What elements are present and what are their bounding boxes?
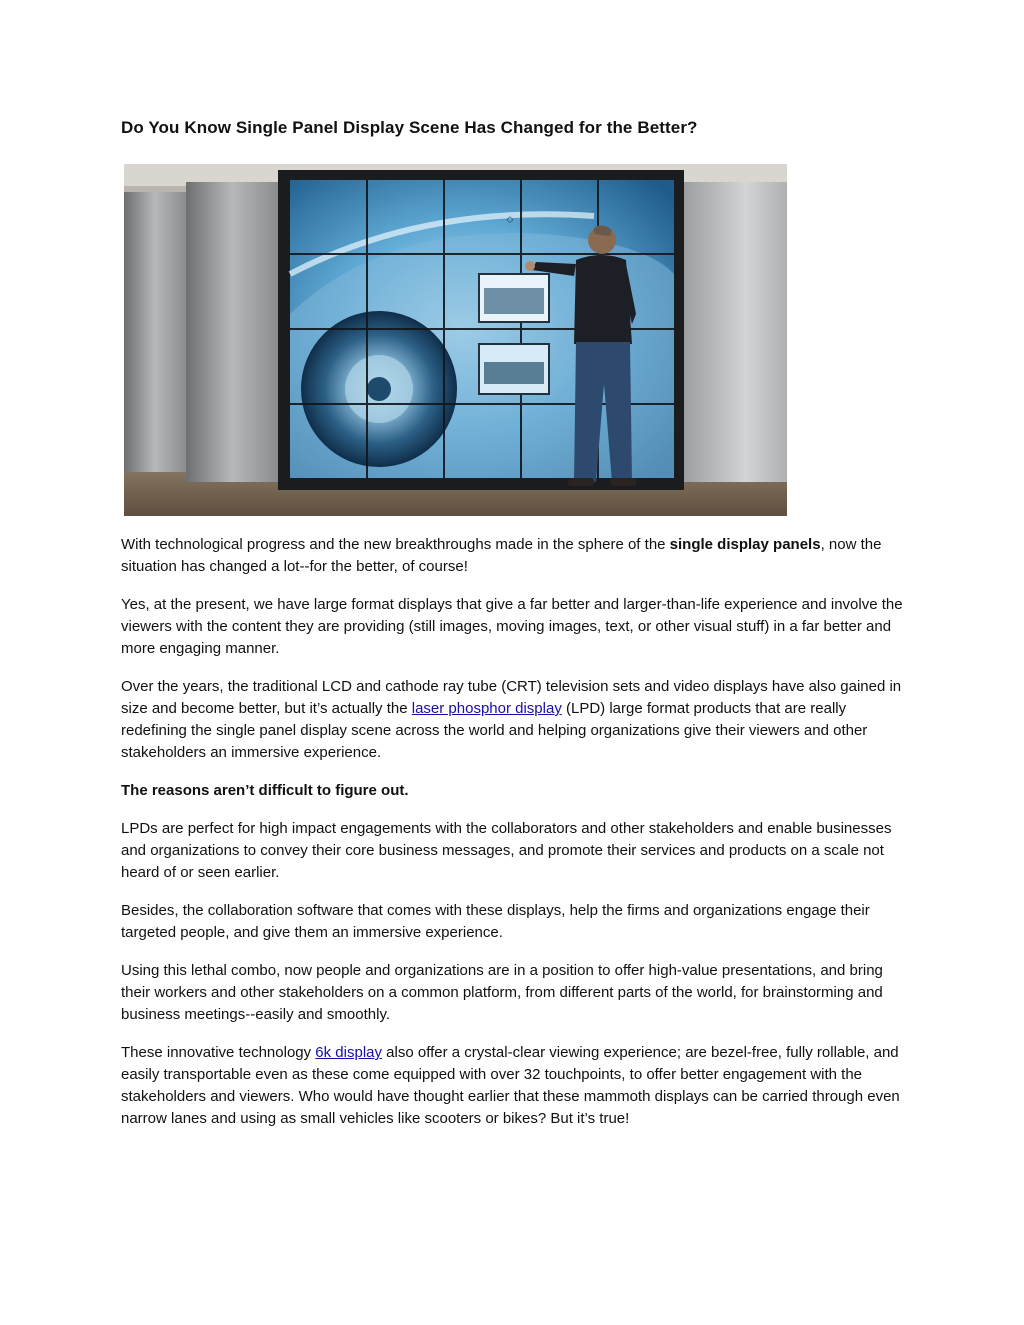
laser-phosphor-display-link[interactable]: laser phosphor display [411,700,562,717]
paragraph-5: LPDs are perfect for high impact engagements with the collaborators and other stakeholders and enable businesses and organizations to convey their core business messages, and promote their services and products on a scale not heard of or seen earlier. [121,820,892,881]
paragraph-8 [121,1042,909,1130]
paragraph-3-text: Over the years, the traditional LCD and cathode ray tube (CRT) television sets and video displays have also gained in size and become better, but it’s actually the [121,678,902,717]
paragraph-1-text: With technological progress and the new breakthroughs made in the sphere of the [121,536,670,553]
video-wall-photo [124,164,787,516]
paragraph-3 [121,676,909,764]
single-display-panels-bold: single display panels [669,536,821,553]
article-title: Do You Know Single Panel Display Scene Has Changed for the Better? [121,118,698,137]
paragraph-4-subheading [121,780,909,802]
paragraph-6: Besides, the collaboration software that comes with these displays, help the firms and organizations engage their targeted people, and give them an immersive experience. [121,902,870,941]
article-body [121,534,909,1146]
paragraph-2: Yes, at the present, we have large format displays that give a far better and larger-than-life experience and involve the viewers with the content they are providing (still images, moving images, text, or other visual stuff) in a far better and more engaging manner. [121,596,903,657]
paragraph-8-text: These innovative technology [121,1044,316,1061]
paragraph-1-text-end: , now the situation has changed a lot--for the better, of course! [121,536,882,575]
6k-display-link[interactable]: 6k display [315,1044,382,1061]
paragraph-1 [121,534,909,578]
paragraph-8-text-end: also offer a crystal-clear viewing experience; are bezel-free, fully rollable, and easily transportable even as these come equipped with over 32 touchpoints, to offer better engagement with the stakeholders and viewers. Who would have thought earlier that these mammoth displays can be carried through even narrow lanes and using as small vehicles like scooters or bikes? But it’s true! [121,1044,900,1127]
paragraph-3-text-end: (LPD) large format products that are really redefining the single panel display scene across the world and helping organizations give their viewers and other stakeholders an immersive experience. [121,700,868,761]
paragraph-7: Using this lethal combo, now people and organizations are in a position to offer high-value presentations, and bring their workers and other stakeholders on a common platform, from different parts of the world, for brainstorming and business meetings--easily and smoothly. [121,962,883,1023]
reasons-subheading: The reasons aren’t difficult to figure out. [121,782,409,799]
svg-text:◇: ◇ [506,215,514,225]
